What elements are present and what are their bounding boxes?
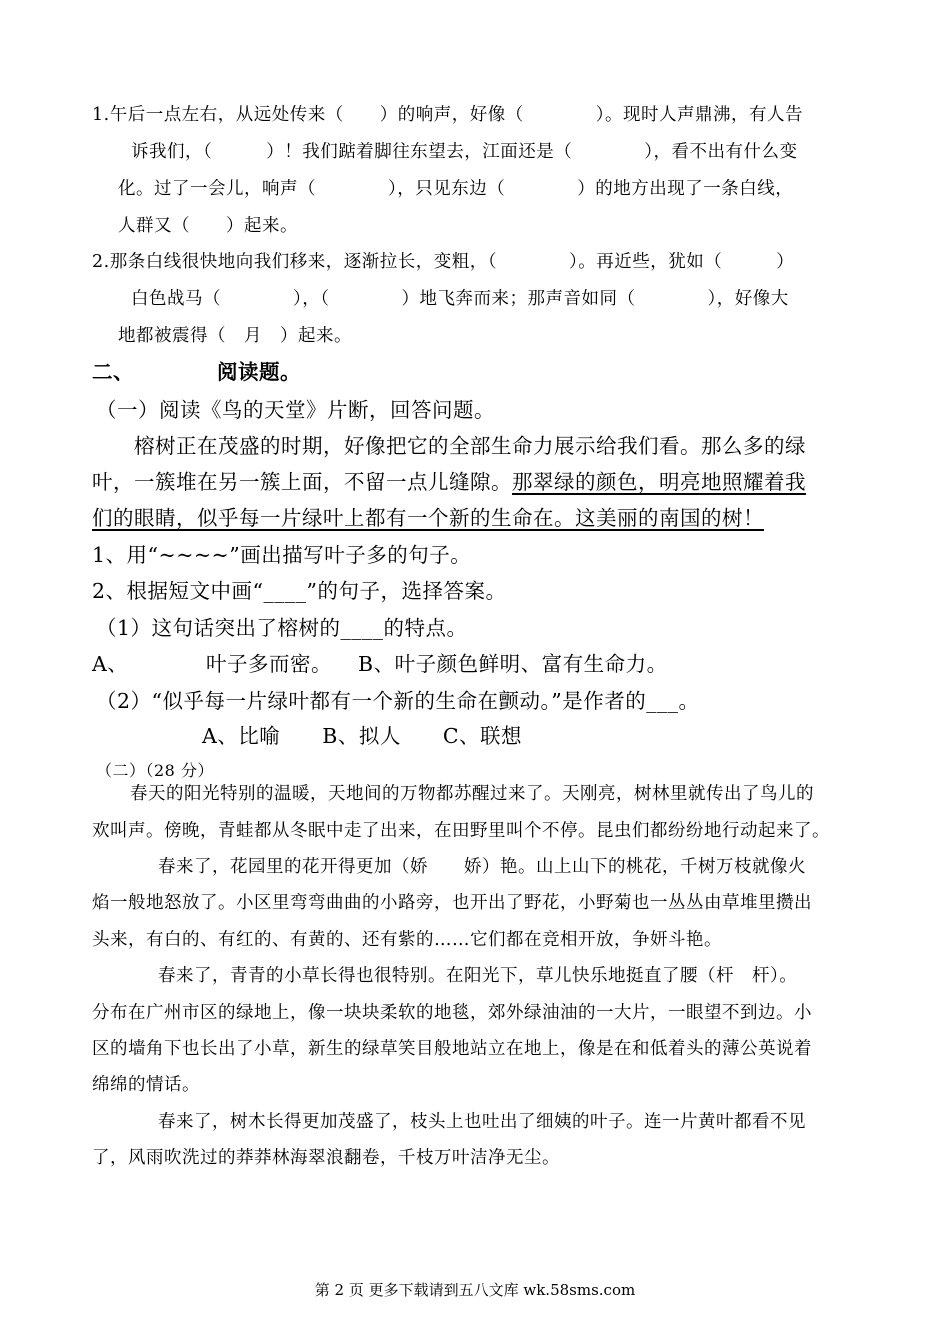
p2-line-3: 头来，有白的、有红的、有黄的、还有紫的……它们都在竞相开放，争妍斗艳。 [92,930,722,950]
reading-one-question-2: 2、根据短文中画“____”的句子，选择答案。 [92,579,507,603]
reading-one-sub-2: （2）“似乎每一片绿叶都有一个新的生命在颤动。”是作者的___。 [96,689,700,713]
p3-line-2: 分布在广州市区的绿地上，像一块块柔软的地毯，郊外绿油油的一大片，一眼望不到边。小 [92,1003,812,1023]
p2-line-2: 焰一般地怒放了。小区里弯弯曲曲的小路旁，也开出了野花，小野菊也一丛丛由草堆里攒出 [92,893,812,913]
p1-line-1: 春天的阳光特别的温暖，天地间的万物都苏醒过来了。天刚亮，树林里就传出了鸟儿的 [130,784,814,804]
reading-one-heading: （一）阅读《鸟的天堂》片断，回答问题。 [96,398,495,422]
sub2-options: A、比喻 B、拟人 C、联想 [202,724,523,748]
q2-line-3: 地都被震得（ 月 ）起来。 [118,326,352,346]
p4-line-2: 了，风雨吹洗过的莽莽林海翠浪翻卷，千枝万叶洁净无尘。 [92,1148,560,1168]
reading-two-heading: （二）（28 分） [96,761,214,780]
reading-one-sub-1: （1）这句话突出了榕树的____的特点。 [96,616,468,640]
passage-line-2-plain: 叶，一簇堆在另一簇上面，不留一点儿缝隙。 [92,470,512,494]
q2-line-1: 2.那条白线很快地向我们移来，逐渐拉长，变粗，（ ）。再近些，犹如（ ） [92,252,795,272]
q1-line-3: 化。过了一会儿，响声（ ），只见东边（ ）的地方出现了一条白线， [118,179,794,199]
p1-line-2: 欢叫声。傍晚，青蛙都从冬眠中走了出来，在田野里叫个不停。昆虫们都纷纷地行动起来了。 [92,821,830,841]
section-two-number: 二、 [92,360,134,384]
sub1-option-a-label: A、 [92,652,129,676]
passage-line-2 [92,465,806,495]
q2-line-2: 白色战马（ ），（ ）地飞奔而来；那声音如同（ ），好像大 [131,289,789,309]
reading-one-question-1: 1、用“~~~~”画出描写叶子多的句子。 [92,543,472,567]
sub1-option-a-text: 叶子多而密。 [206,652,332,676]
sub1-option-b: B、叶子颜色鲜明、富有生命力。 [358,652,668,676]
passage-line-2-underlined: 那翠绿的颜色，明亮地照耀着我 [512,470,806,494]
p3-line-4: 绵绵的情话。 [92,1075,200,1095]
q1-line-2: 诉我们，（ ）！我们踮着脚往东望去，江面还是（ ），看不出有什么变 [131,142,798,162]
p3-line-1: 春来了，青青的小草长得也很特别。在阳光下，草儿快乐地挺直了腰（杆 杆）。 [158,966,798,986]
page-footer: 第 2 页 更多下载请到五八文库 wk.58sms.com [314,1281,636,1299]
section-two-title: 阅读题。 [217,360,301,384]
passage-line-1: 榕树正在茂盛的时期，好像把它的全部生命力展示给我们看。那么多的绿 [134,434,806,458]
p3-line-3: 区的墙角下也长出了小草，新生的绿草笑目般地站立在地上，像是在和低着头的薄公英说着 [92,1039,812,1059]
p2-line-1: 春来了，花园里的花开得更加（娇 娇）艳。山上山下的桃花，千树万枝就像火 [158,857,806,877]
q1-line-1: 1.午后一点左右，从远处传来（ ）的响声，好像（ ）。现时人声鼎沸，有人告 [92,105,803,125]
q1-line-4: 人群又（ ）起来。 [118,216,298,236]
passage-line-3: 们的眼睛，似乎每一片绿叶上都有一个新的生命在。这美丽的南国的树！ [92,506,764,530]
p4-line-1: 春来了，树木长得更加茂盛了，枝头上也吐出了细姨的叶子。连一片黄叶都看不见 [158,1112,806,1132]
